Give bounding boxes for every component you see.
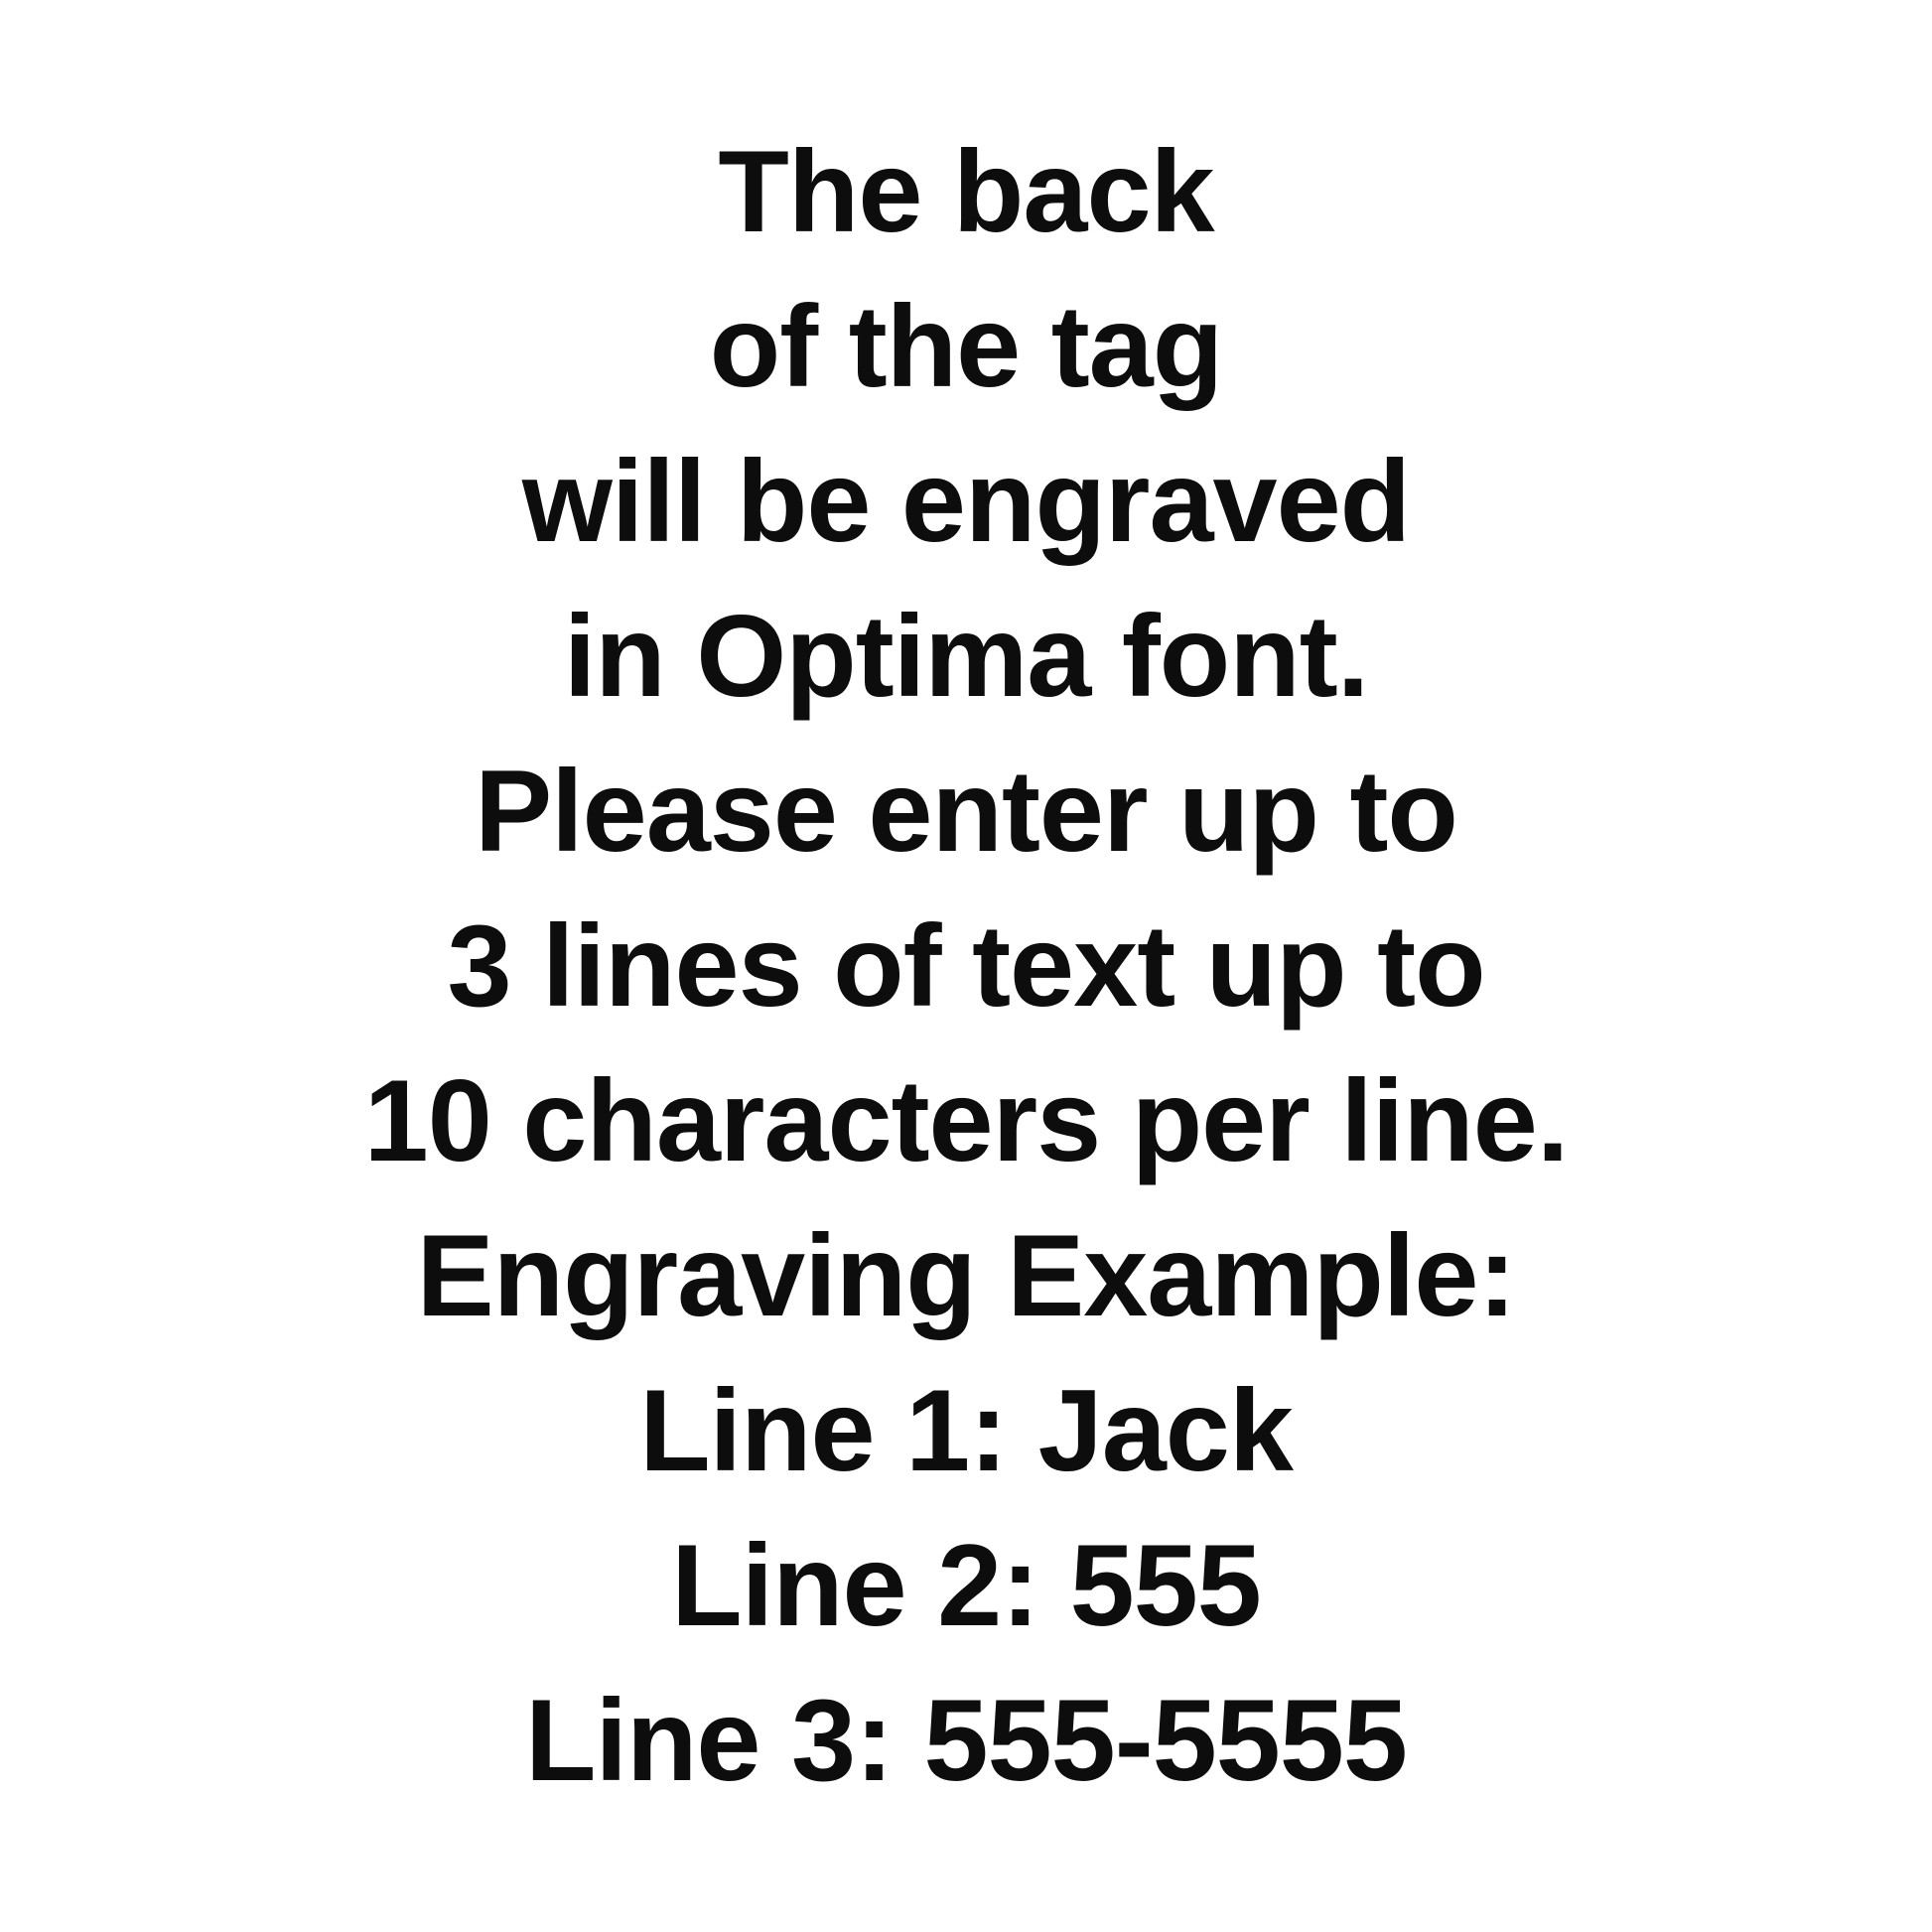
notice-line-5: Please enter up to	[475, 746, 1457, 876]
notice-line-6: 3 lines of text up to	[447, 900, 1485, 1031]
notice-line-10: Line 2: 555	[671, 1520, 1261, 1650]
notice-line-7: 10 characters per line.	[363, 1055, 1569, 1185]
notice-line-9: Line 1: Jack	[639, 1365, 1293, 1495]
notice-line-4: in Optima font.	[563, 591, 1369, 721]
notice-line-2: of the tag	[709, 281, 1223, 411]
notice-line-3: will be engraved	[521, 436, 1411, 566]
notice-line-8: Engraving Example:	[416, 1210, 1516, 1340]
notice-line-1: The back	[718, 126, 1214, 256]
notice-line-11: Line 3: 555-5555	[524, 1675, 1407, 1805]
